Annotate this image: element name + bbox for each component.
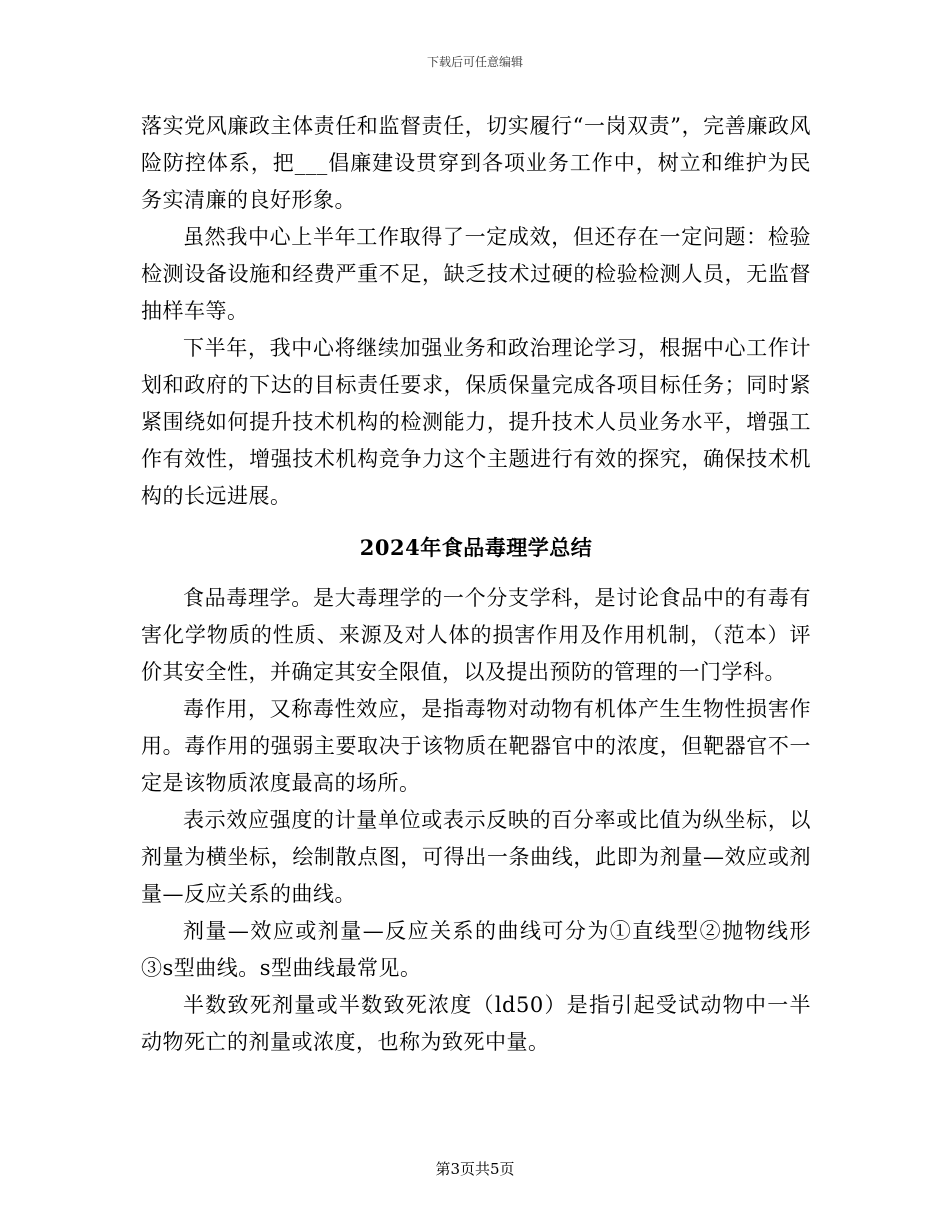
paragraph: 半数致死剂量或半数致死浓度（ld50）是指引起受试动物中一半动物死亡的剂量或浓度，也称为致死中量。 xyxy=(141,993,811,1054)
paragraph: 剂量—效应或剂量—反应关系的曲线可分为①直线型②抛物线形③s型曲线。s型曲线最常见。 xyxy=(141,919,811,980)
page-header: 下载后可任意编辑 xyxy=(426,55,523,69)
paragraph: 下半年，我中心将继续加强业务和政治理论学习，根据中心工作计划和政府的下达的目标责任要求，保质保量完成各项目标任务；同时紧紧围绕如何提升技术机构的检测能力，提升技术人员业务水平，增强工作有效性，增强技术机构竞争力这个主题进行有效的探究，确保技术机构的长远进展。 xyxy=(141,336,811,508)
paragraph: 落实党风廉政主体责任和监督责任，切实履行“一岗双责”，完善廉政风险防控体系，把___倡廉建设贯穿到各项业务工作中，树立和维护为民务实清廉的良好形象。 xyxy=(141,114,811,212)
paragraph: 虽然我中心上半年工作取得了一定成效，但还存在一定问题：检验检测设备设施和经费严重不足，缺乏技术过硬的检验检测人员，无监督抽样车等。 xyxy=(141,225,811,323)
paragraph: 毒作用，又称毒性效应，是指毒物对动物有机体产生生物性损害作用。毒作用的强弱主要取决于该物质在靶器官中的浓度，但靶器官不一定是该物质浓度最高的场所。 xyxy=(141,697,811,795)
paragraph: 表示效应强度的计量单位或表示反映的百分率或比值为纵坐标，以剂量为横坐标，绘制散点图，可得出一条曲线，此即为剂量—效应或剂量—反应关系的曲线。 xyxy=(141,808,811,906)
document-body xyxy=(141,108,811,1061)
page-footer: 第3页共5页 xyxy=(435,1160,515,1178)
section-title: 2024年食品毒理学总结 xyxy=(359,535,593,560)
paragraph: 食品毒理学。是大毒理学的一个分支学科，是讨论食品中的有毒有害化学物质的性质、来源及对人体的损害作用及作用机制，（范本）评价其安全性，并确定其安全限值，以及提出预防的管理的一门学科。 xyxy=(141,586,811,684)
